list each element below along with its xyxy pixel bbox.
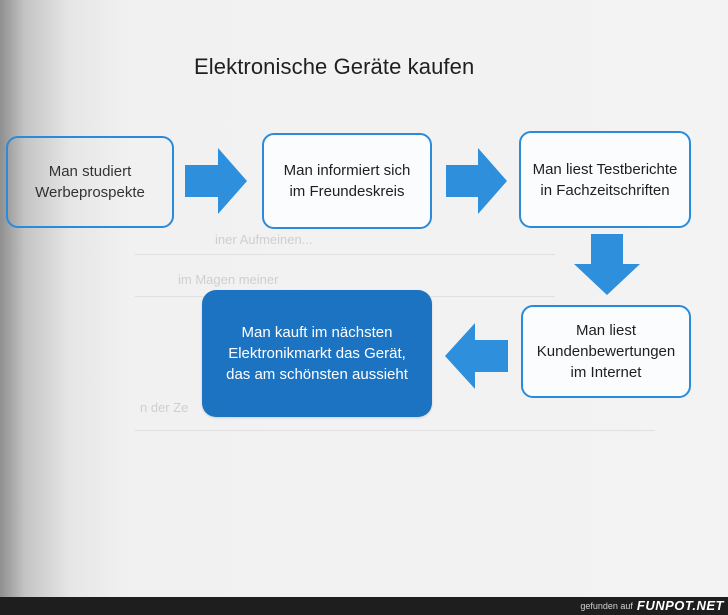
bleed-through-text: iner Aufmeinen... bbox=[215, 232, 313, 247]
step-box-kundenbewertungen bbox=[521, 305, 691, 398]
step-box-final-purchase bbox=[202, 290, 432, 417]
bleed-through-text: n der Ze bbox=[140, 400, 189, 415]
step-label: Man kauft im nächsten Elektronikmarkt das Gerät, das am schönsten aussieht bbox=[226, 324, 408, 383]
step-label: Man informiert sich im Freundeskreis bbox=[283, 162, 411, 200]
watermark-logo: FUNPOT.NET bbox=[636, 598, 724, 613]
bleed-through-text: im Magen meiner bbox=[178, 272, 279, 287]
step-box-testberichte bbox=[519, 131, 691, 228]
bleed-through-line bbox=[135, 254, 555, 255]
arrow-right-icon bbox=[446, 148, 508, 214]
step-box-werbeprospekte bbox=[6, 136, 174, 228]
step-label: Man liest Testberichte in Fachzeitschriften bbox=[532, 160, 678, 199]
bleed-through-line bbox=[135, 430, 655, 431]
watermark bbox=[580, 598, 724, 613]
arrow-down-icon bbox=[574, 234, 640, 296]
diagram-title: Elektronische Geräte kaufen bbox=[194, 54, 475, 79]
step-label: Man studiert Werbeprospekte bbox=[35, 163, 145, 201]
step-label: Man liest Kundenbewertungen im Internet bbox=[536, 322, 676, 381]
arrow-left-icon bbox=[444, 323, 508, 389]
arrow-right-icon bbox=[185, 148, 249, 214]
watermark-prefix: gefunden auf bbox=[580, 600, 633, 611]
step-box-freundeskreis bbox=[262, 133, 432, 229]
